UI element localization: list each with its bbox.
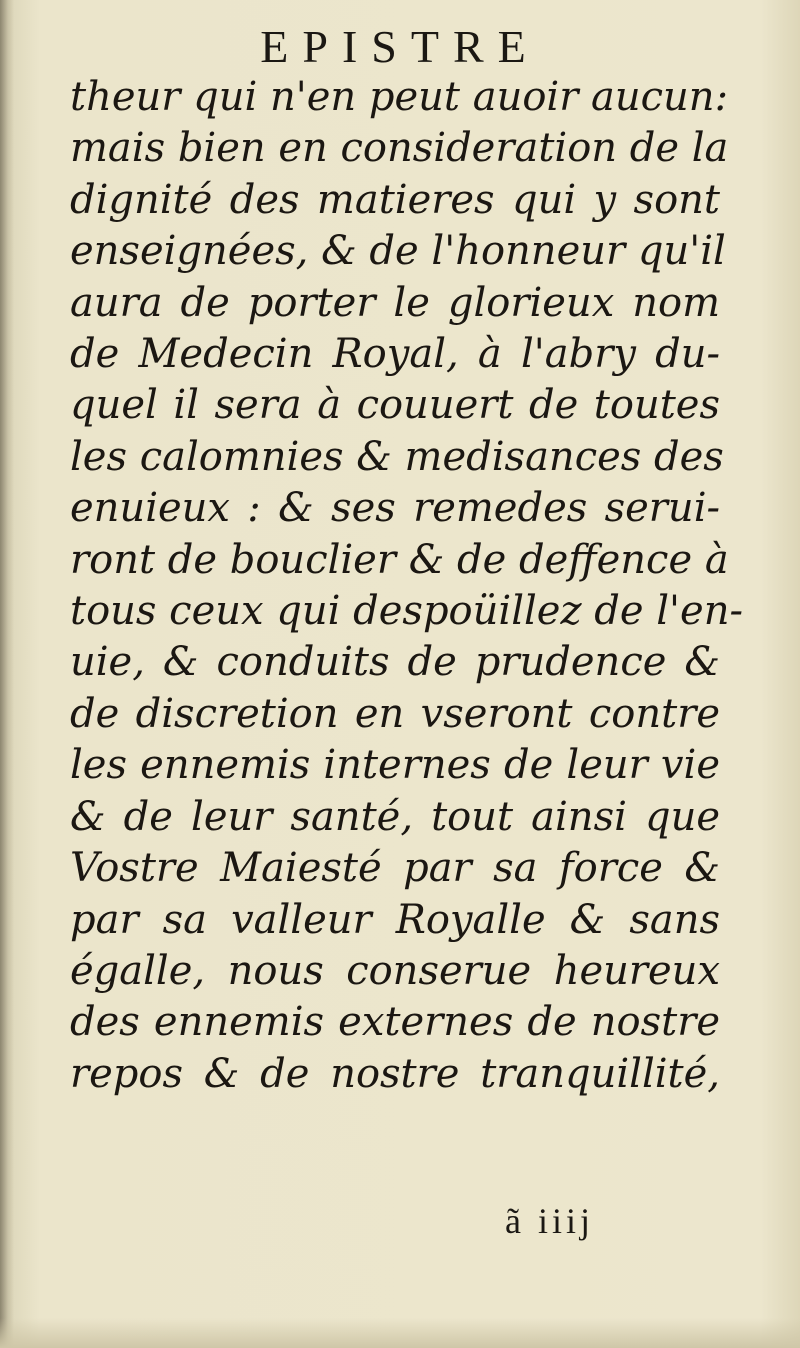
text-line: mais bien en consideration de la <box>70 125 729 172</box>
text-line: Vostre Maiesté par sa force & <box>70 845 720 892</box>
text-line: égalle, nous conserue heureux <box>70 947 720 994</box>
text-line: enuieux : & ses remedes serui- <box>70 485 720 532</box>
text-line: de discretion en vseront contre <box>70 690 720 737</box>
text-line: & de leur santé, tout ainsi que <box>70 793 720 840</box>
text-line: aura de porter le glorieux nom <box>70 279 720 326</box>
text-line: les calomnies & medisances des <box>70 433 724 480</box>
text-line: theur qui n'en peut auoir aucun: <box>70 74 729 120</box>
signature-mark: ã iiij <box>505 1201 594 1241</box>
text-line: des ennemis externes de nostre <box>70 999 720 1046</box>
text-line: de Medecin Royal, à l'abry du- <box>70 331 720 378</box>
text-line: quel il sera à couuert de toutes <box>70 382 720 429</box>
text-line: dignité des matieres qui y sont <box>70 176 720 223</box>
page-gutter-edge <box>0 0 14 1348</box>
text-line: tous ceux qui despoüillez de l'en- <box>70 588 743 635</box>
page-bottom-shade <box>0 1318 800 1348</box>
text-line: les ennemis internes de leur vie <box>70 742 720 789</box>
text-line: repos & de nostre tranquillité, <box>70 1050 720 1097</box>
text-line: par sa valleur Royalle & sans <box>70 896 720 943</box>
text-line: uie, & conduits de prudence & <box>70 639 720 686</box>
body-text <box>70 72 743 1100</box>
running-head: EPISTRE <box>260 21 540 72</box>
text-line: enseignées, & de l'honneur qu'il <box>70 228 726 275</box>
text-line: ront de bouclier & de deffence à <box>70 536 729 583</box>
